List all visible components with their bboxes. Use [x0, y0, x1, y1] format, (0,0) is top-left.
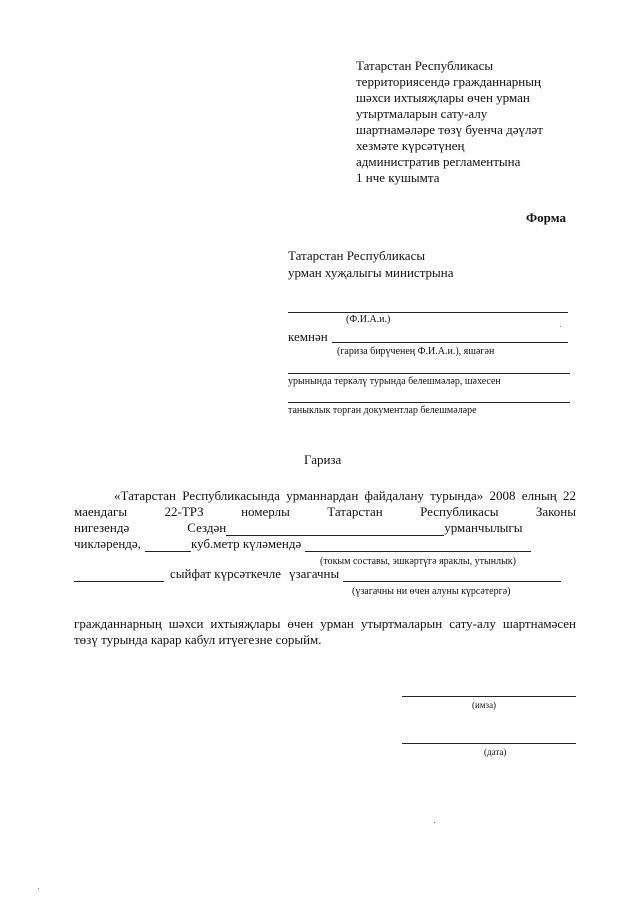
date-label: (дата)	[484, 747, 507, 757]
addressee-line2: урман хуҗалыгы министрына	[288, 265, 454, 280]
quality-label: сыйфат күрсәткечле	[170, 566, 282, 581]
scan-speck	[434, 822, 435, 823]
header-line: территориясендә гражданнарның	[356, 74, 541, 89]
species-field[interactable]	[305, 539, 531, 552]
fio-line[interactable]	[288, 312, 568, 313]
form-label: Форма	[526, 210, 566, 225]
header-line: Татарстан Республикасы	[356, 58, 494, 73]
quality-field[interactable]	[74, 569, 164, 582]
signature-label: (имза)	[472, 700, 497, 710]
header-line: шәхси ихтыяҗлары өчен урман	[356, 90, 530, 105]
header-line: административ регламентына	[356, 154, 521, 169]
wood-label: үзагачны	[289, 566, 340, 581]
appendix-header	[356, 58, 606, 186]
purpose-label: (үзагачны ни өчен алуны күрсәтергә)	[352, 586, 511, 597]
header-line: 1 нче кушымта	[356, 170, 440, 185]
forestry-label: урманчылыгы	[444, 520, 523, 535]
body-paragraph-1: «Татарстан Республикасында урманнардан файдалану турында» 2008 елның 22 маендагы 22-ТРЗ номерлы Татарстан Республикасы Законы	[74, 488, 576, 519]
basis-row	[74, 520, 576, 536]
header-line: хезмәте күрсәтүнең	[356, 138, 465, 153]
applicant-line[interactable]	[332, 342, 568, 343]
source-field[interactable]	[226, 523, 444, 536]
date-line[interactable]	[402, 743, 576, 744]
limits-label: чикләрендә,	[74, 536, 141, 551]
document-label: таныклык торган документлар белешмәләре	[288, 405, 477, 416]
signature-line[interactable]	[402, 696, 576, 697]
header-line: шартнамәләре төзү буенча дәүләт	[356, 122, 543, 137]
applicant-label: (гариза бирүченең Ф.И.А.и.), яшәгән	[337, 346, 495, 357]
volume-field[interactable]	[145, 539, 191, 552]
body-paragraph-2: гражданнарның шәхси ихтыяҗлары өчен урман утыртмаларын сату-алу шартнамәсен төзү турында карар кабул итүегезне сорыйм.	[74, 616, 576, 647]
scan-speck	[560, 326, 561, 327]
purpose-field[interactable]	[343, 569, 561, 582]
registration-line[interactable]	[288, 373, 570, 374]
document-title: Гариза	[304, 452, 342, 467]
quality-row	[74, 566, 576, 582]
registration-label: урынында теркәлү турында белешмәләр, шәхесен	[288, 376, 501, 387]
from-label: кемнән	[288, 329, 328, 344]
header-line: утыртмаларын сату-алу	[356, 106, 488, 121]
addressee-line1: Татарстан Республикасы	[288, 248, 426, 263]
volume-label: куб.метр күләмендә	[190, 536, 302, 551]
scan-speck	[38, 888, 39, 889]
species-label: (токым составы, эшкәртүгә яраклы, утынлык)	[320, 556, 516, 567]
basis-label: нигезендә	[74, 520, 130, 535]
volume-row	[74, 536, 576, 552]
document-line[interactable]	[288, 402, 570, 403]
from-you-label: Сездән	[187, 520, 227, 535]
fio-label: (Ф.И.А.и.)	[346, 314, 391, 325]
